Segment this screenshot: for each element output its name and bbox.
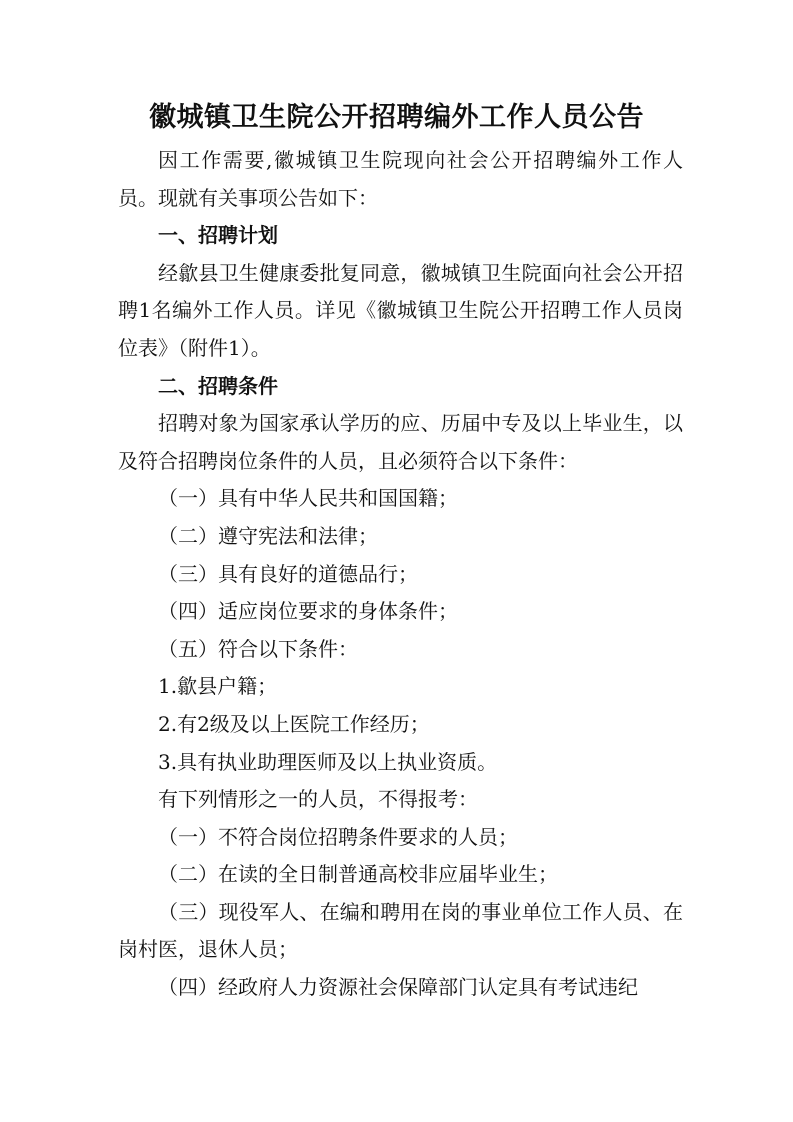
exclusion-item: （四）经政府人力资源社会保障部门认定具有考试违纪: [158, 975, 638, 1000]
exclusion-item: （二）在读的全日制普通高校非应届毕业生；: [158, 862, 558, 887]
condition-item: （一）具有中华人民共和国国籍；: [158, 486, 458, 511]
subcondition-item: 1.歙县户籍；: [158, 674, 278, 699]
condition-item: （四）适应岗位要求的身体条件；: [158, 599, 458, 624]
exclusion-intro: 有下列情形之一的人员，不得报考：: [158, 787, 478, 812]
exclusion-item: （一）不符合岗位招聘条件要求的人员；: [158, 824, 518, 849]
condition-item: （三）具有良好的道德品行；: [158, 561, 418, 586]
condition-item: （二）遵守宪法和法律；: [158, 523, 378, 548]
intro-paragraph: 因工作需要,徽城镇卫生院现向社会公开招聘编外工作人员。现就有关事项公告如下：: [118, 148, 683, 210]
document-body: [118, 142, 683, 1007]
subcondition-item: 2.有2级及以上医院工作经历；: [158, 711, 430, 736]
recruitment-conditions-paragraph: 招聘对象为国家承认学历的应、历届中专及以上毕业生，以及符合招聘岗位条件的人员，且必须符合以下条件：: [118, 411, 683, 473]
subcondition-item: 3.具有执业助理医师及以上执业资质。: [158, 749, 498, 774]
exclusion-item: （三）现役军人、在编和聘用在岗的事业单位工作人员、在岗村医，退休人员；: [118, 899, 683, 962]
section-heading-recruitment-plan: 一、招聘计划: [158, 223, 278, 248]
condition-item: （五）符合以下条件：: [158, 636, 358, 661]
document-title: 徽城镇卫生院公开招聘编外工作人员公告: [149, 102, 644, 133]
section-heading-recruitment-conditions: 二、招聘条件: [158, 373, 278, 398]
recruitment-plan-paragraph: 经歙县卫生健康委批复同意，徽城镇卫生院面向社会公开招聘1名编外工作人员。详见《徽城镇卫生院公开招聘工作人员岗位表》（附件1）。: [118, 260, 683, 360]
